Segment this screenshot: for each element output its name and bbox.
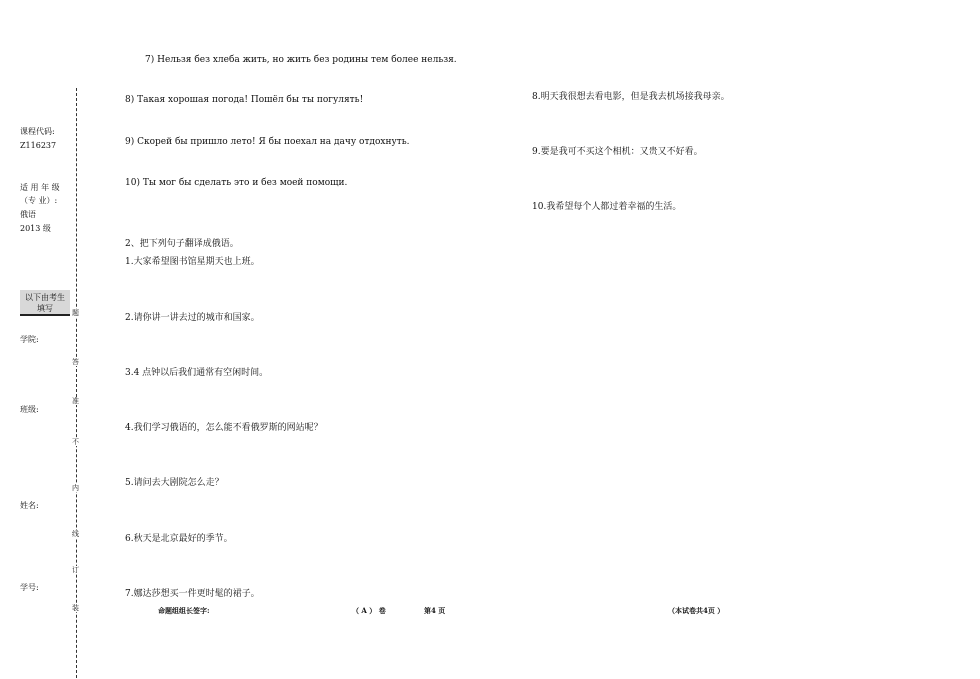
seal-char: 线 <box>72 530 79 538</box>
seal-char: 准 <box>72 397 79 405</box>
grade-label-line4: 2013 级 <box>20 224 51 233</box>
section2-heading: 2、把下列句子翻译成俄语。 <box>125 239 239 249</box>
candidate-fill-box-line2: 填写 <box>37 304 53 313</box>
course-code: Z116237 <box>20 141 57 150</box>
russian-item-8: 8) Такая хорошая погода! Пошёл бы ты погулять! <box>125 95 364 105</box>
grade-label-line1: 适 用 年 级 <box>20 183 60 192</box>
translate-item: 7.娜达莎想买一件更时髦的裙子。 <box>125 589 260 599</box>
translate-item: 8.明天我很想去看电影，但是我去机场接我母亲。 <box>532 92 730 102</box>
translate-item: 1.大家希望图书馆星期天也上班。 <box>125 257 260 267</box>
grade-label-line2: （专 业）: <box>20 196 58 205</box>
russian-item-10: 10) Ты мог бы сделать это и без моей помощи. <box>125 178 348 188</box>
candidate-fill-box-line1: 以下由考生 <box>25 293 65 302</box>
footer-total-pages: （本试卷共4页 ） <box>668 606 725 615</box>
course-code-label: 课程代码: <box>20 127 55 136</box>
translate-item: 9.要是我可不买这个相机：又贵又不好看。 <box>532 147 703 157</box>
class-label: 班级: <box>20 405 39 414</box>
translate-item: 4.我们学习俄语的，怎么能不看俄罗斯的网站呢？ <box>125 423 323 433</box>
footer-signature-label: 命题组组长签字: <box>158 606 210 615</box>
footer-page-number: 第4 页 <box>424 606 446 615</box>
russian-item-9: 9) Скорей бы пришло лето! Я бы поехал на дачу отдохнуть. <box>125 137 410 147</box>
translate-item: 5.请问去大剧院怎么走？ <box>125 478 224 488</box>
college-label: 学院: <box>20 335 39 344</box>
translate-item: 3.4 点钟以后我们通常有空闲时间。 <box>125 368 269 378</box>
footer-paper-label: （ A ） 卷 <box>352 606 386 615</box>
student-id-label: 学号: <box>20 583 39 592</box>
seal-char: 订 <box>72 566 79 574</box>
binding-dashed-line <box>76 88 77 678</box>
translate-item: 2.请你讲一讲去过的城市和国家。 <box>125 313 260 323</box>
seal-char: 答 <box>72 358 79 366</box>
translate-item: 10.我希望每个人都过着幸福的生活。 <box>532 202 682 212</box>
seal-char: 装 <box>72 604 79 612</box>
seal-char: 题 <box>72 309 79 317</box>
translate-item: 6.秋天是北京最好的季节。 <box>125 534 233 544</box>
russian-item-7: 7) Нельзя без хлеба жить, но жить без родины тем более нельзя. <box>145 55 457 65</box>
grade-label-line3: 俄语 <box>20 210 36 219</box>
name-label: 姓名: <box>20 501 39 510</box>
seal-char: 内 <box>72 484 79 492</box>
candidate-fill-box <box>20 290 70 316</box>
seal-char: 不 <box>72 438 79 446</box>
